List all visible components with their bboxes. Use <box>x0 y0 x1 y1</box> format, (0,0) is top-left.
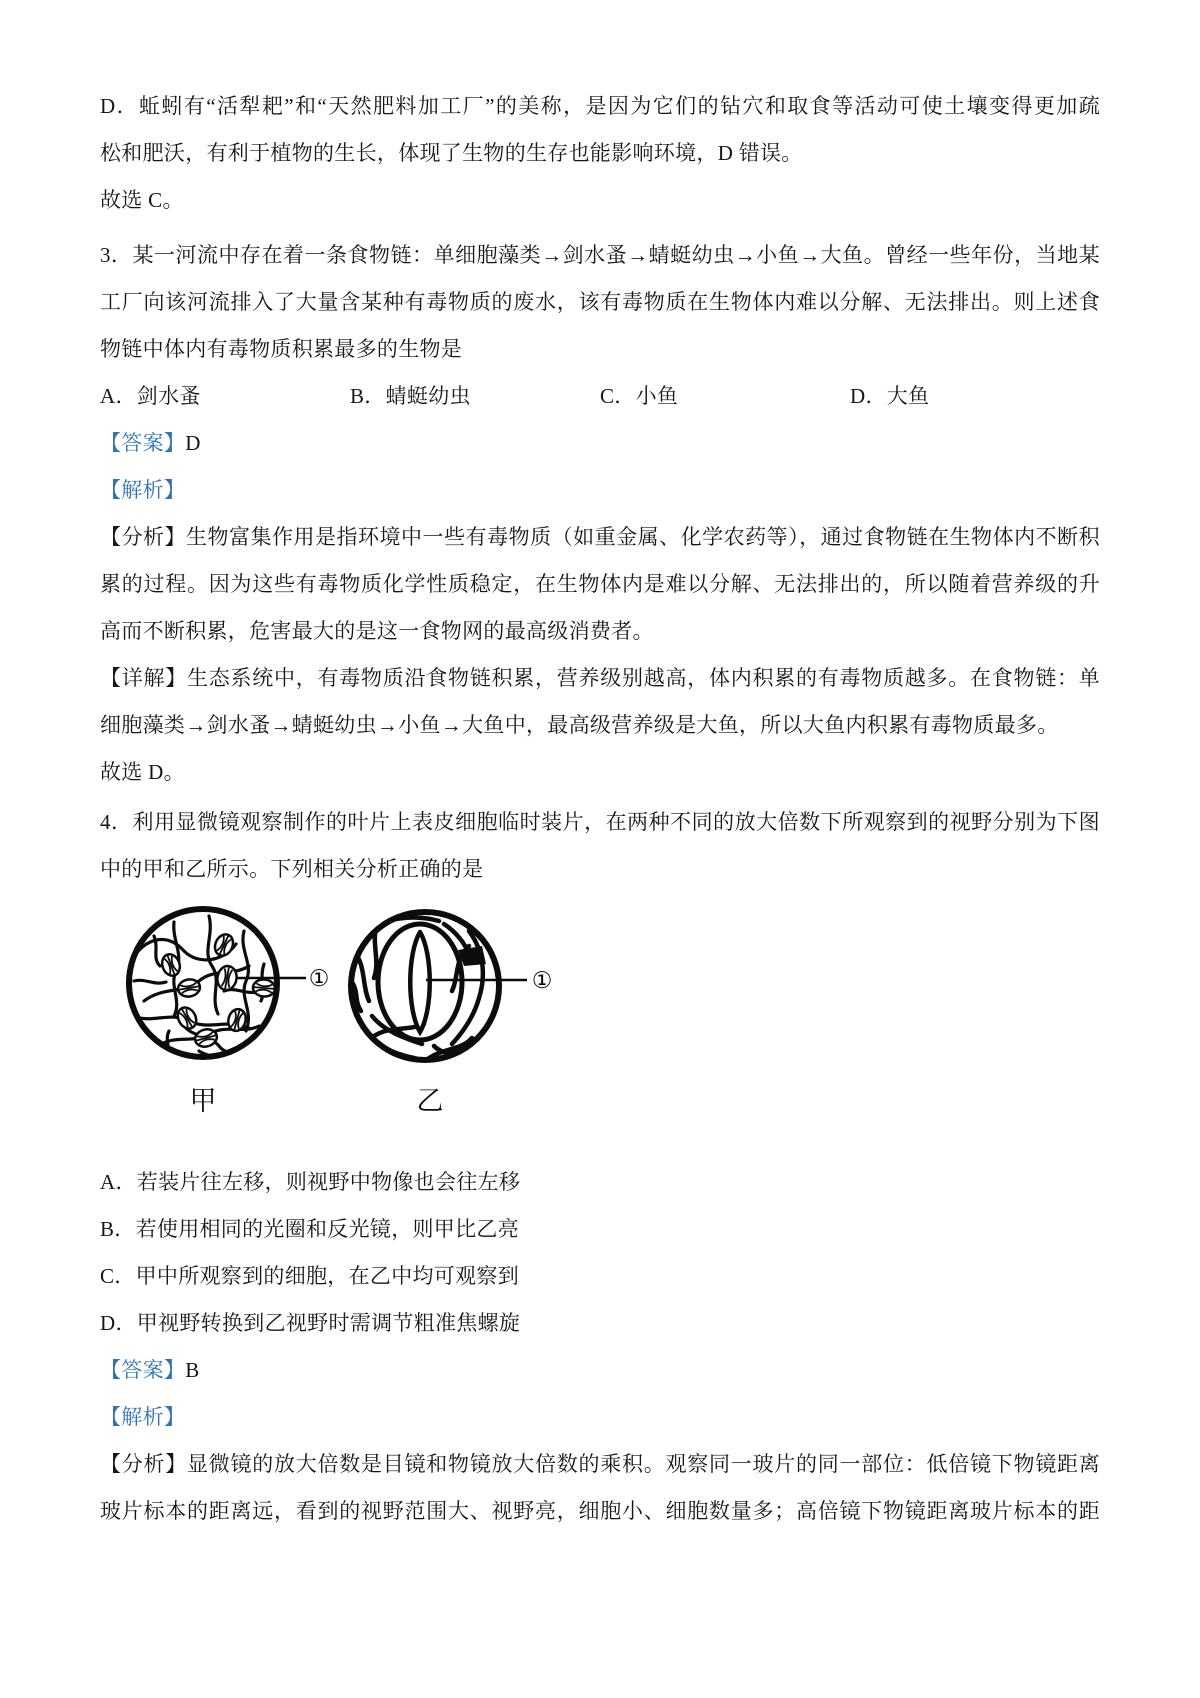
q3-analysis-line-3: 高而不断积累，危害最大的是这一食物网的最高级消费者。 <box>100 619 654 643</box>
q4-analysis-label-line <box>100 1394 1100 1441</box>
q3-stem-line-2: 工厂向该河流排入了大量含某种有毒物质的废水，该有毒物质在生物体内难以分解、无法排出。则上述食 <box>100 290 1100 314</box>
q3-detail-line-2: 细胞藻类→剑水蚤→蜻蜓幼虫→小鱼→大鱼中，最高级营养级是大鱼，所以大鱼内积累有毒物质最多。 <box>100 713 1059 737</box>
figure-label-jia: 甲 <box>189 1086 217 1116</box>
q3-option-a: A．剑水蚤 <box>100 384 201 408</box>
q4-analysis-line-1: 【分析】显微镜的放大倍数是目镜和物镜放大倍数的乘积。观察同一玻片的同一部位：低倍镜下物镜距离 <box>100 1452 1100 1476</box>
q4-answer-value: B <box>185 1358 200 1382</box>
q4-stem-line-2: 中的甲和乙所示。下列相关分析正确的是 <box>100 857 484 881</box>
q4-option-a: A．若装片往左移，则视野中物像也会往左移 <box>100 1170 521 1194</box>
q3-analysis-line-1: 【分析】生物富集作用是指环境中一些有毒物质（如重金属、化学农药等），通过食物链在生物体内不断积 <box>100 525 1100 549</box>
q3-answer-value: D <box>185 431 201 455</box>
q3-analysis-line-2: 累的过程。因为这些有毒物质化学性质稳定，在生物体内是难以分解、无法排出的，所以随着营养级的升 <box>100 572 1100 596</box>
q3-analysis-label-line <box>100 467 1100 514</box>
q3-conclusion: 故选 D。 <box>100 760 185 784</box>
q4-option-b: B．若使用相同的光圈和反光镜，则甲比乙亮 <box>100 1217 520 1241</box>
q3-detail-line-1: 【详解】生态系统中，有毒物质沿食物链积累，营养级别越高，体内积累的有毒物质越多。在食物链：单 <box>100 666 1100 690</box>
q3-answer-label: 【答案】 <box>100 431 186 455</box>
q4-answer-line <box>100 1347 1100 1394</box>
q4-stem-line-1: 4．利用显微镜观察制作的叶片上表皮细胞临时装片，在两种不同的放大倍数下所观察到的视野分别为下图 <box>100 810 1100 834</box>
q2-explanation-line-2: 松和肥沃，有利于植物的生长，体现了生物的生存也能影响环境，D 错误。 <box>100 141 803 165</box>
q3-stem-line-3: 物链中体内有毒物质积累最多的生物是 <box>100 337 463 361</box>
jia-marker-circled-1: ① <box>308 966 330 991</box>
figure-label-yi: 乙 <box>416 1086 444 1116</box>
q3-option-d: D．大鱼 <box>850 384 930 408</box>
q3-option-c: C．小鱼 <box>600 384 679 408</box>
q4-option-c: C．甲中所观察到的细胞，在乙中均可观察到 <box>100 1264 520 1288</box>
q3-options-row <box>100 373 1100 420</box>
q4-analysis-line-2: 玻片标本的距离远，看到的视野范围大、视野亮，细胞小、细胞数量多；高倍镜下物镜距离玻片标本的距 <box>100 1499 1100 1523</box>
q3-option-b: B．蜻蜓幼虫 <box>350 384 471 408</box>
q2-explanation-line-1: D．蚯蚓有“活犁耙”和“天然肥料加工厂”的美称，是因为它们的钻穴和取食等活动可使土壤变得更加疏 <box>100 94 1100 118</box>
yi-marker-circled-1: ① <box>531 968 553 993</box>
figure-svg <box>114 906 584 1141</box>
q4-analysis-label: 【解析】 <box>100 1405 186 1429</box>
q4-answer-label: 【答案】 <box>100 1358 186 1382</box>
q4-option-d: D．甲视野转换到乙视野时需调节粗准焦螺旋 <box>100 1311 521 1335</box>
microscope-views-figure <box>114 906 584 1141</box>
q3-stem-line-1: 3．某一河流中存在着一条食物链：单细胞藻类→剑水蚤→蜻蜓幼虫→小鱼→大鱼。曾经一些年份，当地某 <box>100 243 1100 267</box>
q3-answer-line <box>100 420 1100 467</box>
q2-conclusion: 故选 C。 <box>100 188 184 212</box>
q3-analysis-label: 【解析】 <box>100 478 186 502</box>
